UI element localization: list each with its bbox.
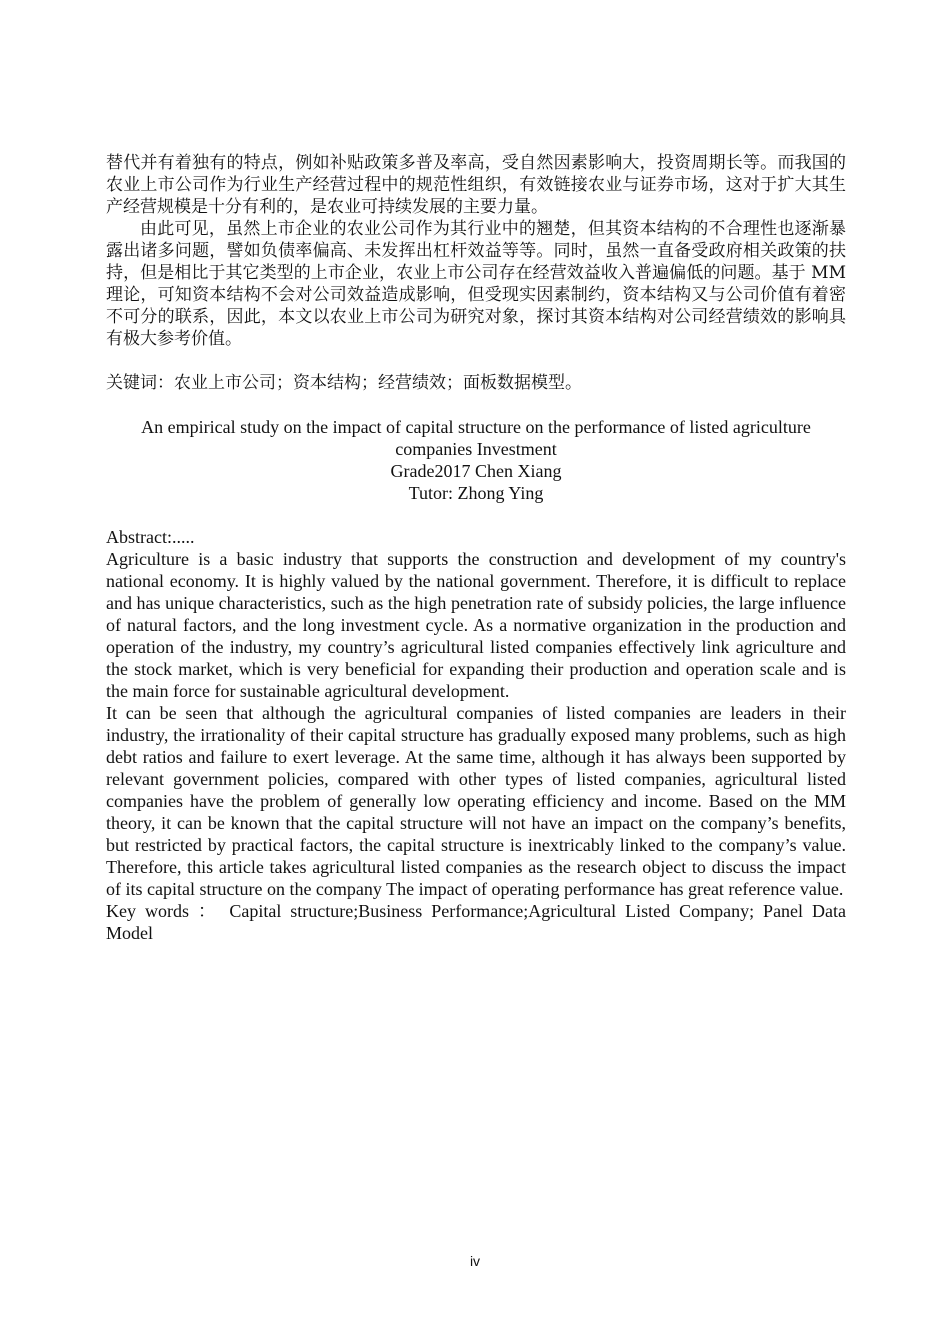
abstract-paragraph: It can be seen that although the agricultural companies of listed companies are leaders in their industry, the irrationality of their capital structure has gradually exposed many problems, such as high debt ratios and failure to exert leverage. At the same time, although it has always been supported by relevant government policies, compared with other types of listed companies, agricultural listed companies have the problem of generally low operating efficiency and income. Based on the MM theory, it can be known that the capital structure will not have an impact on the company’s benefits, but restricted by practical factors, the capital structure is inextricably linked to the company’s value. Therefore, this article takes agricultural listed companies as the research object to discuss the impact of its capital structure on the company The impact of operating performance has great reference value. (106, 703, 846, 899)
abstract-paragraph: Agriculture is a basic industry that supports the construction and development of my country's national economy. It is highly valued by the national government. Therefore, it is difficult to replace and has unique characteristics, such as the high penetration rate of subsidy policies, the large influence of natural factors, and the long investment cycle. As a normative organization in the production and operation of the industry, my country’s agricultural listed companies effectively link agriculture and the stock market, which is very beneficial for expanding their production and operation scale and is the main force for sustainable agricultural development. (106, 549, 846, 701)
english-title-line-1: An empirical study on the impact of capital structure on the performance of listed agriculture (141, 417, 811, 437)
chinese-paragraph-continued: 替代并有着独有的特点，例如补贴政策多普及率高，受自然因素影响大，投资周期长等。而我国的农业上市公司作为行业生产经营过程中的规范性组织，有效链接农业与证券市场，这对于扩大其生产经营规模是十分有利的，是农业可持续发展的主要力量。 (106, 153, 846, 217)
english-keywords: Key words ： Capital structure;Business Performance;Agricultural Listed Company; Panel Data Model (106, 901, 846, 943)
page-number: iv (469, 1253, 481, 1269)
english-abstract (106, 526, 846, 944)
abstract-label: Abstract:..... (106, 527, 195, 547)
chinese-keywords: 关键词：农业上市公司；资本结构；经营绩效；面板数据模型。 (106, 373, 582, 393)
english-title-block (106, 416, 846, 504)
chinese-paragraph: 由此可见，虽然上市企业的农业公司作为其行业中的翘楚，但其资本结构的不合理性也逐渐暴露出诸多问题，譬如负债率偏高、未发挥出杠杆效益等等。同时，虽然一直备受政府相关政策的扶持，但是相比于其它类型的上市企业，农业上市公司存在经营效益收入普遍偏低的问题。基于 MM 理论，可知资本结构不会对公司效益造成影响，但受现实因素制约，资本结构又与公司价值有着密不可分的联系，因此，本文以农业上市公司为研究对象，探讨其资本结构对公司经营绩效的影响具有极大参考价值。 (106, 219, 846, 349)
tutor: Tutor: Zhong Ying (408, 483, 544, 503)
grade-author: Grade2017 Chen Xiang (390, 461, 562, 481)
english-title-line-2: companies Investment (395, 439, 557, 459)
document-page (106, 152, 846, 944)
